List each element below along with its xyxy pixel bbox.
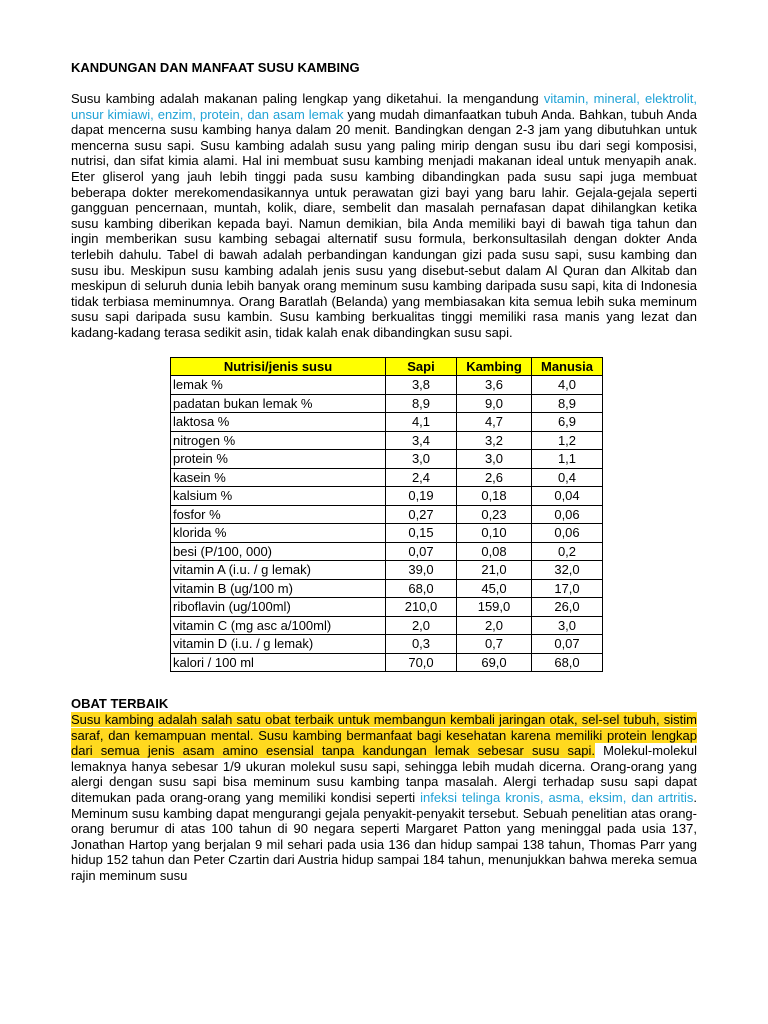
header-goat: Kambing	[457, 357, 532, 376]
value-cell: 70,0	[386, 653, 457, 672]
section-text-2: . Meminum susu kambing dapat mengurangi gejala penyakit-penyakit tersebut. Sebuah penelitian atas orang-orang berumur di atas 100 tahun di 90 negara seperti Margaret Patton yang meninggal pada usia 137, Jonathan Hartop yang berjalan 9 mil sehari pada usia 136 dan hidup sampai 138 tahun, Thomas Parr yang hidup 152 tahun dan Peter Czartin dari Austria hidup sampai 184 tahun, menunjukkan bahwa mereka semua rajin meminum susu	[71, 789, 698, 883]
table-row	[171, 468, 603, 487]
table-body	[171, 376, 603, 672]
value-cell: 9,0	[457, 394, 532, 413]
nutrient-name-cell: nitrogen %	[171, 431, 386, 450]
section-obat-terbaik	[71, 696, 697, 884]
nutrient-name-cell: kalsium %	[171, 487, 386, 506]
value-cell: 0,4	[532, 468, 603, 487]
nutrient-name-cell: vitamin C (mg asc a/100ml)	[171, 616, 386, 635]
document-page	[71, 60, 697, 884]
value-cell: 8,9	[386, 394, 457, 413]
nutrient-name-cell: padatan bukan lemak %	[171, 394, 386, 413]
value-cell: 0,07	[532, 635, 603, 654]
table-row	[171, 542, 603, 561]
nutrition-comparison-table	[170, 357, 603, 673]
nutrient-name-cell: kalori / 100 ml	[171, 653, 386, 672]
nutrient-name-cell: vitamin B (ug/100 m)	[171, 579, 386, 598]
value-cell: 4,0	[532, 376, 603, 395]
value-cell: 21,0	[457, 561, 532, 580]
header-nutrient: Nutrisi/jenis susu	[171, 357, 386, 376]
value-cell: 8,9	[532, 394, 603, 413]
nutrient-name-cell: vitamin A (i.u. / g lemak)	[171, 561, 386, 580]
value-cell: 0,15	[386, 524, 457, 543]
value-cell: 3,0	[457, 450, 532, 469]
value-cell: 32,0	[532, 561, 603, 580]
value-cell: 4,1	[386, 413, 457, 432]
value-cell: 3,0	[532, 616, 603, 635]
value-cell: 0,06	[532, 524, 603, 543]
value-cell: 3,0	[386, 450, 457, 469]
value-cell: 0,07	[386, 542, 457, 561]
intro-text-rest: yang mudah dimanfaatkan tubuh Anda. Bahkan, tubuh Anda dapat mencerna susu kambing hanya dalam 20 menit. Bandingkan dengan 2-3 jam yang dibutuhkan untuk mencerna susu sapi. Susu kambing adalah susu yang paling mirip dengan susu ibu dari segi komposisi, nutrisi, dan sifat kimia alami. Hal ini membuat susu kambing menjadi makanan ideal untuk menyapih anak. Eter gliserol yang jauh lebih tinggi pada susu kambing dibandingkan pada susu sapi juga membuat beberapa dokter merekomendasikannya untuk perawatan gizi bayi yang baru lahir. Gejala-gejala seperti gangguan pencernaan, muntah, kolik, diare, sembelit dan masalah pernafasan dapat dihilangkan ketika susu kambing diberikan kepada bayi. Namun demikian, bila Anda memiliki bayi di bawah tiga tahun dan ingin memberikan susu kambing sebagai alternatif susu formula, berkonsultasilah dengan dokter Anda terlebih dahulu. Tabel di bawah adalah perbandingan kandungan gizi pada susu sapi, susu kambing dan susu ibu. Meskipun susu kambing adalah jenis susu yang disebut-sebut dalam Al Quran dan Alkitab dan meskipun di seluruh dunia lebih banyak orang meminum susu kambing daripada susu sapi, kita di Indonesia tidak terbiasa meminumnya. Orang Baratlah (Belanda) yang membiasakan kita semua lebih suka meminum susu sapi daripada susu kambin. Susu kambing berkualitas tinggi memiliki rasa manis yang lezat dan kadang-kadang terasa sedikit asin, tidak kalah enak dibandingkan susu sapi.	[71, 106, 697, 340]
value-cell: 159,0	[457, 598, 532, 617]
conditions-link[interactable]: infeksi telinga kronis, asma, eksim, dan artritis	[420, 789, 694, 805]
value-cell: 3,4	[386, 431, 457, 450]
value-cell: 0,2	[532, 542, 603, 561]
value-cell: 1,1	[532, 450, 603, 469]
value-cell: 0,27	[386, 505, 457, 524]
nutrient-name-cell: vitamin D (i.u. / g lemak)	[171, 635, 386, 654]
value-cell: 68,0	[386, 579, 457, 598]
value-cell: 0,18	[457, 487, 532, 506]
value-cell: 0,19	[386, 487, 457, 506]
table-row	[171, 579, 603, 598]
value-cell: 0,7	[457, 635, 532, 654]
value-cell: 17,0	[532, 579, 603, 598]
value-cell: 39,0	[386, 561, 457, 580]
table-row	[171, 487, 603, 506]
value-cell: 68,0	[532, 653, 603, 672]
value-cell: 4,7	[457, 413, 532, 432]
value-cell: 3,6	[457, 376, 532, 395]
section-text-1: Molekul-molekul lemaknya hanya sebesar 1/9 ukuran molekul susu sapi, sehingga lebih mudah dicerna. Orang-orang yang alergi dengan susu sapi bisa meminum susu kambing tanpa masalah. Alergi terhadap susu sapi dapat ditemukan pada orang-orang yang memiliki kondisi seperti	[71, 743, 697, 805]
table-row	[171, 450, 603, 469]
intro-text-start: Susu kambing adalah makanan paling lengkap yang diketahui. Ia mengandung	[71, 91, 544, 106]
nutrient-name-cell: klorida %	[171, 524, 386, 543]
section-paragraph	[71, 712, 697, 884]
nutrient-name-cell: lemak %	[171, 376, 386, 395]
nutrient-name-cell: besi (P/100, 000)	[171, 542, 386, 561]
table-row	[171, 524, 603, 543]
value-cell: 3,8	[386, 376, 457, 395]
value-cell: 0,04	[532, 487, 603, 506]
nutrient-name-cell: kasein %	[171, 468, 386, 487]
value-cell: 2,0	[457, 616, 532, 635]
highlighted-text: Susu kambing adalah salah satu obat terbaik untuk membangun kembali jaringan otak, sel-sel tubuh, sistim saraf, dan kemampuan mental. Susu kambing bermanfaat bagi kesehatan karena memiliki protein lengkap dari semua jenis asam amino esensial tanpa kandungan lemak sebesar susu sapi.	[71, 712, 697, 759]
table-header-row	[171, 357, 603, 376]
value-cell: 69,0	[457, 653, 532, 672]
value-cell: 6,9	[532, 413, 603, 432]
value-cell: 210,0	[386, 598, 457, 617]
value-cell: 0,10	[457, 524, 532, 543]
nutrient-link[interactable]: vitamin, mineral, elektrolit, unsur kimiawi, enzim, protein, dan asam lemak	[71, 91, 697, 122]
value-cell: 0,06	[532, 505, 603, 524]
table-row	[171, 413, 603, 432]
table-row	[171, 431, 603, 450]
value-cell: 3,2	[457, 431, 532, 450]
value-cell: 45,0	[457, 579, 532, 598]
section-title: OBAT TERBAIK	[71, 696, 169, 711]
intro-paragraph	[71, 91, 697, 341]
table-row	[171, 616, 603, 635]
table-row	[171, 561, 603, 580]
value-cell: 0,3	[386, 635, 457, 654]
table-row	[171, 376, 603, 395]
value-cell: 26,0	[532, 598, 603, 617]
table-row	[171, 635, 603, 654]
header-human: Manusia	[532, 357, 603, 376]
nutrient-name-cell: riboflavin (ug/100ml)	[171, 598, 386, 617]
table-row	[171, 505, 603, 524]
value-cell: 2,0	[386, 616, 457, 635]
value-cell: 2,4	[386, 468, 457, 487]
table-row	[171, 653, 603, 672]
value-cell: 2,6	[457, 468, 532, 487]
nutrient-name-cell: laktosa %	[171, 413, 386, 432]
nutrient-name-cell: protein %	[171, 450, 386, 469]
table-row	[171, 394, 603, 413]
header-cow: Sapi	[386, 357, 457, 376]
nutrient-name-cell: fosfor %	[171, 505, 386, 524]
table-row	[171, 598, 603, 617]
value-cell: 0,23	[457, 505, 532, 524]
value-cell: 0,08	[457, 542, 532, 561]
value-cell: 1,2	[532, 431, 603, 450]
document-title: KANDUNGAN DAN MANFAAT SUSU KAMBING	[71, 60, 360, 75]
